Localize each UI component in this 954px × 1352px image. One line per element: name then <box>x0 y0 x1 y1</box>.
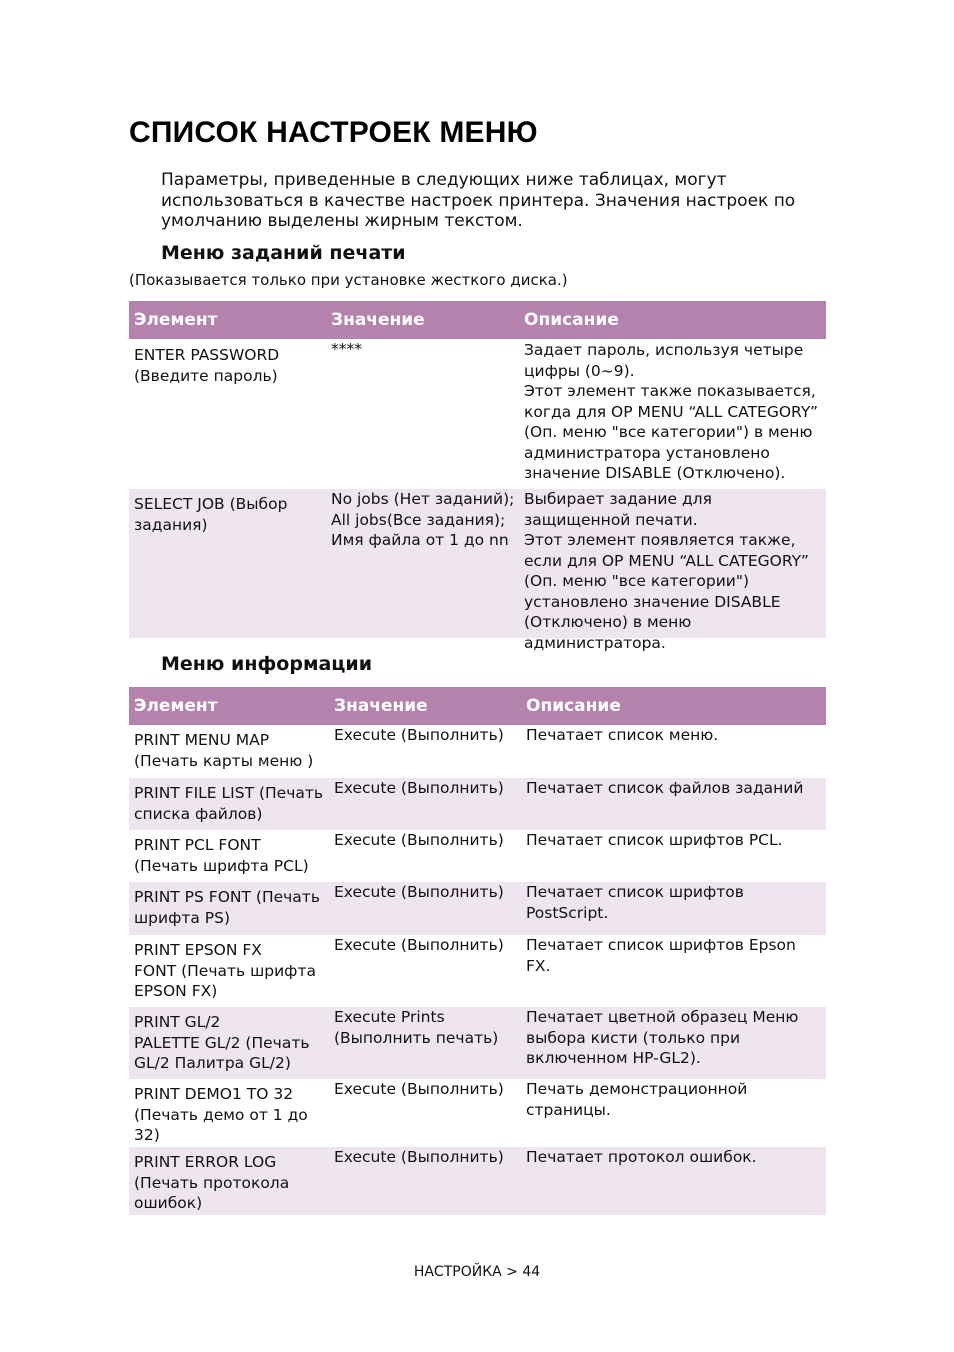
cell-value: Execute (Выполнить) <box>334 1080 504 1098</box>
table-row <box>129 339 826 489</box>
cell-description: Задает пароль, используя четыре цифры (0~9). Этот элемент также показывается, когда для OP MENU “ALL CATEGORY” (Оп. меню "все категории") в меню администратора установлено значение DISABLE (Отключено). <box>524 341 819 482</box>
print-jobs-table <box>129 301 826 652</box>
cell-value: Execute Prints (Выполнить печать) <box>334 1008 499 1047</box>
information-menu-table <box>129 687 826 1215</box>
cell-element: PRINT ERROR LOG (Печать протокола ошибок) <box>134 1153 290 1212</box>
table-header <box>129 301 826 339</box>
table-row <box>129 830 826 882</box>
cell-description: Печатает список меню. <box>526 726 719 744</box>
column-header-element: Элемент <box>134 310 218 330</box>
cell-description: Печатает список файлов заданий <box>526 779 804 797</box>
table-row <box>129 935 826 1007</box>
cell-value: Execute (Выполнить) <box>334 1148 504 1166</box>
cell-value: No jobs (Нет заданий); All jobs(Все задания); Имя файла от 1 до nn <box>331 490 515 549</box>
cell-element: PRINT GL/2 PALETTE GL/2 (Печать GL/2 Палитра GL/2) <box>134 1013 310 1072</box>
table-row <box>129 1079 826 1147</box>
cell-value: Execute (Выполнить) <box>334 779 504 797</box>
cell-value: Execute (Выполнить) <box>334 936 504 954</box>
page-footer: НАСТРОЙКА > 44 <box>413 1264 541 1280</box>
section-note: (Показывается только при установке жесткого диска.) <box>129 271 568 289</box>
cell-element: PRINT MENU MAP (Печать карты меню ) <box>134 731 314 770</box>
section-heading-information: Меню информации <box>161 653 373 675</box>
table-row <box>129 725 826 778</box>
column-header-description: Описание <box>524 310 619 330</box>
table-row <box>129 882 826 935</box>
table-row <box>129 1007 826 1079</box>
intro-paragraph: Параметры, приведенные в следующих ниже таблицах, могут использоваться в качестве настроек принтера. Значения настроек по умолчанию выделены жирным текстом. <box>161 170 796 231</box>
cell-description: Печатает список шрифтов PostScript. <box>526 883 744 922</box>
table-row <box>129 1147 826 1215</box>
cell-value: **** <box>331 340 362 358</box>
section-heading-print-jobs: Меню заданий печати <box>161 242 406 264</box>
cell-element: ENTER PASSWORD (Введите пароль) <box>134 346 280 385</box>
table-row <box>129 489 826 652</box>
cell-value: Execute (Выполнить) <box>334 831 504 849</box>
cell-description: Выбирает задание для защищенной печати. Этот элемент появляется также, если для OP MENU “ALL CATEGORY” (Оп. меню "все категории") установлено значение DISABLE (Отключено) в меню администратора. <box>524 490 809 652</box>
column-header-description: Описание <box>526 696 621 716</box>
table-row <box>129 778 826 830</box>
cell-element: PRINT EPSON FX FONT (Печать шрифта EPSON FX) <box>134 941 316 1000</box>
table-header <box>129 687 826 725</box>
column-header-value: Значение <box>331 310 425 330</box>
page-title: СПИСОК НАСТРОЕК МЕНЮ <box>129 116 538 149</box>
column-header-value: Значение <box>334 696 428 716</box>
cell-element: PRINT DEMO1 TO 32 (Печать демо от 1 до 32) <box>134 1085 308 1144</box>
cell-description: Печатает список шрифтов PCL. <box>526 831 783 849</box>
column-header-element: Элемент <box>134 696 218 716</box>
cell-description: Печатает цветной образец Меню выбора кисти (только при включенном HP-GL2). <box>526 1008 799 1067</box>
cell-element: PRINT PS FONT (Печать шрифта PS) <box>134 888 320 927</box>
cell-value: Execute (Выполнить) <box>334 726 504 744</box>
cell-value: Execute (Выполнить) <box>334 883 504 901</box>
cell-element: SELECT JOB (Выбор задания) <box>134 495 288 534</box>
cell-element: PRINT PCL FONT (Печать шрифта PCL) <box>134 836 309 875</box>
cell-description: Печать демонстрационной страницы. <box>526 1080 748 1119</box>
cell-description: Печатает протокол ошибок. <box>526 1148 757 1166</box>
cell-description: Печатает список шрифтов Epson FX. <box>526 936 796 975</box>
cell-element: PRINT FILE LIST (Печать списка файлов) <box>134 784 324 823</box>
